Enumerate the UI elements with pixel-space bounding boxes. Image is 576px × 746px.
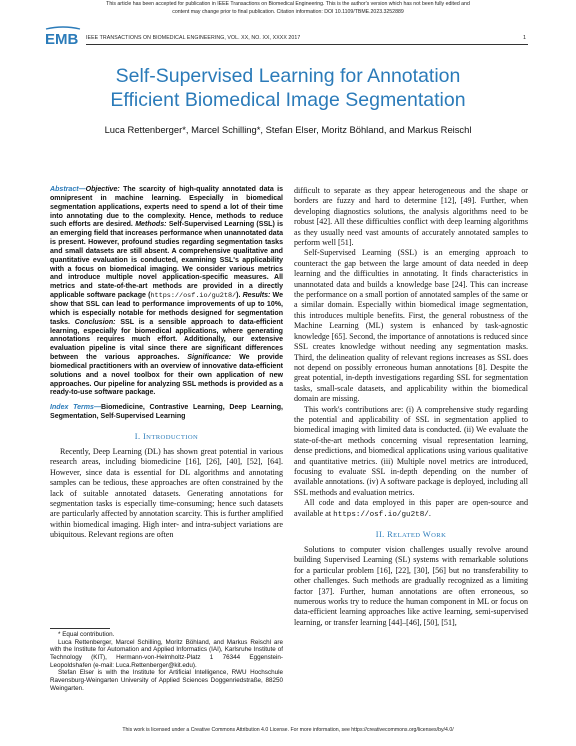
- introduction-body: [50, 447, 283, 541]
- footnote-affiliation-2: Stefan Elser is with the Institute for Artificial Intelligence, RWU Hochschule Ravensburg-Weingarten University of Applied Sciences Doggenriedstraße, 88250 Weingarten.: [50, 669, 283, 692]
- introduction-paragraph-continued: difficult to separate as they appear heterogeneous and the shape or borders are fuzzy and hard to determine [12], [49]. Further, when developing diagnostics solutions, the analysis algorithms need to be robust [42]. All these difficulties conflict with deep learning algorithms as they usually need vast amounts of accurately annotated samples to perform well [51].: [294, 186, 528, 248]
- paper-title-line2: Efficient Biomedical Image Segmentation: [110, 89, 466, 111]
- footnote-equal-contribution: * Equal contribution.: [58, 631, 115, 638]
- abstract-methods: Self-Supervised Learning (SSL) is an emerging field that increases performance when unannotated data is present. However, profound studies regarding segmentation tasks and small datasets are still absent. A comprehensive qualitative and quantitative evaluation is conducted, examining SSL's applicability with a focus on biomedical imaging. We consider various metrics and introduce multiple novel application-specific measures. All metrics and state-of-the-art methods are provided in a directly applicable software package (: [50, 221, 283, 300]
- footnote-affiliation-1: Luca Rettenberger, Marcel Schilling, Moritz Böhland, and Markus Reischl are with the Institute for Automation and Applied Informatics (IAI), Karlsruhe Institute of Technology (KIT), Hermann-von-Helmholtz-Platz 1 76344 Eggenstein-Leopoldshafen (e-mail: Luca.Rettenberger@kit.edu).: [50, 638, 283, 669]
- emb-logo: [43, 26, 83, 48]
- abstract-label: Abstract—: [50, 186, 86, 193]
- code-url-link[interactable]: https://osf.io/gu2t8/: [333, 510, 429, 519]
- methods-label: Methods:: [135, 221, 167, 229]
- left-column: [50, 186, 283, 541]
- journal-header: IEEE TRANSACTIONS ON BIOMEDICAL ENGINEERING, VOL. XX, NO. XX, XXXX 2017: [86, 35, 301, 41]
- right-column: [294, 186, 528, 628]
- footnotes: [50, 631, 283, 692]
- introduction-paragraph-1: Recently, Deep Learning (DL) has shown great potential in various research areas, including biomedicine [16], [26], [40], [52], [64]. However, since data is essential for DL algorithms and annotating samples can be tedious, these approaches are often constrained by the lack of suitable annotated datasets. Generating annotations for segmentation tasks is especially time-consuming; hence such datasets are particularly affected by annotation scarcity. This is further amplified within biomedical imaging. High inter- and intra-subject variations are ubiquitous. Relevant regions are often: [50, 446, 283, 540]
- abstract-significance: We provide biomedical practitioners with an overview of innovative data-efficient solutions and a novel toolbox for their own application of new approaches. Our pipeline for analyzing SSL methods is provided as a ready-to-use software package.: [50, 354, 283, 397]
- related-work-paragraph-1: Solutions to computer vision challenges usually revolve around building Supervised Learning (SL) systems with remarkable solutions for a particular problem [16], [22], [30], [56] but no transferability to other challenges. Such methods are gradually recognized as a limiting factor [37]. Further, human annotations are often erroneous, so numerous works try to reduce the human component in ML or focus on data-efficient learning approaches like active learning, semi-supervised learning, or transfer learning [44]–[46], [50], [51],: [294, 545, 528, 627]
- paper-title-line1: Self-Supervised Learning for Annotation: [115, 65, 461, 87]
- publication-notice-line2: content may change prior to final publication. Citation information: DOI 10.1109/TBME.2023.3252889: [172, 9, 404, 15]
- index-terms-text: Biomedicine, Contrastive Learning, Deep Learning, Segmentation, Self-Supervised Learning: [50, 404, 283, 421]
- publication-notice: [100, 0, 476, 16]
- emb-logo-text: EMB: [45, 31, 79, 48]
- index-terms-label: Index Terms—: [50, 404, 102, 412]
- section-heading-related-work: II. RELATED WORK: [375, 530, 447, 539]
- footnote-rule: [50, 628, 110, 629]
- index-terms: [50, 404, 283, 422]
- abstract-url-link[interactable]: https://osf.io/gu2t8/: [150, 292, 237, 301]
- introduction-paragraph-4: All code and data employed in this paper are open-source and available at https://osf.io/gu2t8/.: [294, 498, 528, 519]
- abstract: Abstract—Objective: The scarcity of high-quality annotated data is omnipresent in machine learning. Especially in biomedical segmentation applications, experts need to spend a lot of their time into annotating due to the complexity. Hence, methods to reduce such efforts are desired. Methods: Self-Supervised Learning (SSL) is an emerging field that increases performance when unannotated data is present. However, profound studies regarding segmentation tasks and small datasets are still absent. A comprehensive qualitative and quantitative evaluation is conducted, examining SSL's applicability with a focus on biomedical imaging. We consider various metrics and introduce multiple novel application-specific measures. All metrics and state-of-the-art methods are provided in a directly applicable software package (https://osf.io/gu2t8/). Results: We show that SSL can lead to performance improvements of up to 10%, which is especially notable for methods designed for segmentation tasks. Conclusion: SSL is a sensible approach to data-efficient learning, especially for biomedical applications, where generating annotations requires much effort. Additionally, our extensive evaluation pipeline is vital since there are significant differences between the various approaches. Significance: We provide biomedical practitioners with an overview of innovative data-efficient solutions and a novel toolbox for their own application of new approaches. Our pipeline for analyzing SSL methods is provided as a ready-to-use software package.: [50, 186, 283, 397]
- publication-notice-line1: This article has been accepted for publication in IEEE Transactions on Biomedical Engineering. This is the author's version which has not been fully edited and: [106, 1, 470, 7]
- abstract-objective: The scarcity of high-quality annotated data is omnipresent in machine learning. Especially in biomedical segmentation applications, experts need to spend a lot of their time into annotating due to the complexity. Hence, methods to reduce such efforts are desired.: [50, 186, 283, 229]
- right-column-body: [294, 186, 528, 520]
- author-list: Luca Rettenberger*, Marcel Schilling*, Stefan Elser, Moritz Böhland, and Markus Reischl: [104, 124, 472, 135]
- objective-label: Objective:: [85, 186, 120, 193]
- abstract-conclusion: SSL is a sensible approach to data-efficient learning, especially for biomedical applications, where generating annotations requires much effort. Additionally, our extensive evaluation pipeline is vital since there are significant differences between the various approaches.: [50, 318, 283, 362]
- abstract-results: We show that SSL can lead to performance improvements of up to 10%, which is especially notable for methods designed for segmentation tasks.: [50, 292, 283, 326]
- section-heading-introduction: I. INTRODUCTION: [134, 431, 199, 441]
- header-rule: [86, 44, 528, 45]
- paper-title: [40, 64, 536, 112]
- conclusion-label: Conclusion:: [74, 318, 116, 326]
- related-work-body: [294, 545, 528, 628]
- license-notice: This work is licensed under a Creative Commons Attribution 4.0 License. For more information, see https://creativecommons.org/licenses/by/4.0/: [122, 727, 454, 733]
- introduction-paragraph-3: This work's contributions are: (i) A comprehensive study regarding the potential and applicability of SSL in segmentation applied to biomedical imaging with limited data is conducted. (ii) We evaluate the state-of-the-art methods concerning visual representation learning, dense predictions, and biomedical applications using various qualitative and quantitative metrics. (iii) Multiple novel metrics are introduced, focusing to evaluate SSL in-depth depending on the number of available annotations. (iv) A software package is deployed, including all SSL methods and evaluation metrics.: [294, 404, 528, 497]
- significance-label: Significance:: [187, 354, 232, 362]
- page-number: 1: [522, 35, 526, 41]
- introduction-paragraph-2: Self-Supervised Learning (SSL) is an emerging approach to counteract the gap between the large amount of data needed in deep learning and the difficulties in annotating. It finds characteristics in unannotated data and builds a knowledge base [24]. This can increase the performance on a small portion of annotated samples of the same or a similar domain. Especially within biomedical image segmentation, this introduces multiple benefits. First, the general robustness of the Machine Learning (ML) system is enhanced by task-agnostic knowledge [65]. Second, the importance of annotations is reduced since SSL creates knowledge without needing any segmentation masks. Third, the delineation quality of relevant regions increases as SSL does not depend on possibly erroneous human annotations [8]. Despite the great potential, in-depth investigations regarding SSL for segmentation tasks, small-scale datasets, and applicability within the biomedical domain are missing.: [294, 248, 528, 404]
- results-label: Results:: [242, 292, 271, 300]
